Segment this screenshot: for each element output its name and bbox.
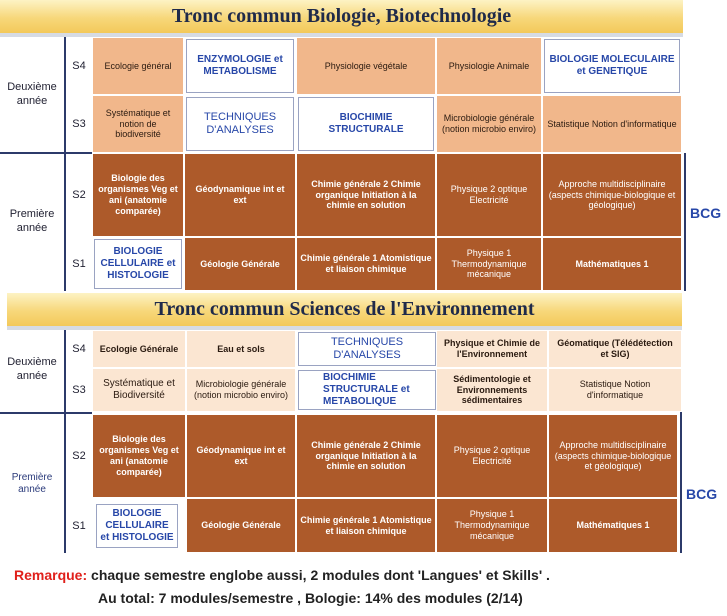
s1-s2-biologie-organismes: Biologie des organismes Veg et ani (anatomie comparée) (92, 153, 184, 237)
s2-s3-microbiologie: Microbiologie générale (notion microbio enviro) (186, 368, 296, 412)
s2-s2-chimie2: Chimie générale 2 Chimie organique Initiation à la chimie en solution (296, 414, 436, 498)
remark-text1: chaque semestre englobe aussi, 2 modules dont 'Langues' et Skills' . (87, 567, 550, 583)
s2-s4-geomatique: Géomatique (Télédétection et SIG) (548, 330, 682, 368)
s1-s2-approche: Approche multidisciplinaire (aspects chimique-biologique et géologique) (542, 153, 682, 237)
s1-s4-physio-vegetale: Physiologie végétale (296, 37, 436, 95)
s2-s1-geologie: Géologie Générale (186, 498, 296, 553)
s1-s1-mathematiques: Mathématiques 1 (542, 237, 682, 291)
section1-bcg-bracket (684, 153, 686, 291)
section1-sem-s4: S4 (72, 60, 86, 72)
section2-bcg-bracket (680, 412, 682, 553)
s1-s3-systematique: Systématique et notion de biodiversité (92, 95, 184, 153)
s1-s3-statistique: Statistique Notion d'informatique (542, 95, 682, 153)
section1-year1-label: Première année (9, 208, 55, 234)
remark-line2: Au total: 7 modules/semestre , Bologie: 14% des modules (2/14) (98, 590, 523, 606)
s2-s4-ecologie: Ecologie Générale (92, 330, 186, 368)
section2-year2-label: Deuxième année (7, 356, 57, 382)
s1-s4-enzymologie: ENZYMOLOGIE et METABOLISME (186, 39, 294, 93)
s1-s1-biologie-cellulaire: BIOLOGIE CELLULAIRE et HISTOLOGIE (94, 239, 182, 289)
s1-s3-techniques-label: TECHNIQUES D'ANALYSES (203, 110, 277, 136)
section2-sem-s3: S3 (72, 384, 86, 396)
s2-s3-statistique: Statistique Notion d'informatique (548, 368, 682, 412)
s2-s4-physique-chimie-env: Physique et Chimie de l'Environnement (436, 330, 548, 368)
s2-s1-mathematiques: Mathématiques 1 (548, 498, 678, 553)
section2-sem-s4: S4 (72, 343, 86, 355)
s1-s1-physique1: Physique 1 Thermodynamique mécanique (436, 237, 542, 291)
s2-s3-sedimentologie: Sédimentologie et Environnements sédimentaires (436, 368, 548, 412)
s1-s4-ecologie: Ecologie général (92, 37, 184, 95)
section2-title: Tronc commun Sciences de l'Environnement (7, 293, 682, 326)
section1-year2-label: Deuxième année (7, 81, 57, 107)
s2-s2-geodynamique: Géodynamique int et ext (186, 414, 296, 498)
s1-s2-geodynamique: Géodynamique int et ext (184, 153, 296, 237)
section2-sem-s2: S2 (72, 450, 86, 462)
section1-title: Tronc commun Biologie, Biotechnologie (0, 0, 683, 33)
s1-s4-physio-animale: Physiologie Animale (436, 37, 542, 95)
s2-s1-physique1: Physique 1 Thermodynamique mécanique (436, 498, 548, 553)
s2-s2-physique2: Physique 2 optique Electricité (436, 414, 548, 498)
section1-sem-s1: S1 (72, 258, 86, 270)
s2-s2-biologie-organismes: Biologie des organismes Veg et ani (anatomie comparée) (92, 414, 186, 498)
s1-s2-chimie2: Chimie générale 2 Chimie organique Initiation à la chimie en solution (296, 153, 436, 237)
section2-year1-label: Première année (11, 471, 53, 495)
s1-s3-biochimie: BIOCHIMIE STRUCTURALE (298, 97, 434, 151)
s2-s2-approche: Approche multidisciplinaire (aspects chimique-biologique et géologique) (548, 414, 678, 498)
remark-label: Remarque: (14, 567, 88, 583)
s2-s3-biochimie: BIOCHIMIE STRUCTURALE et METABOLIQUE (298, 370, 436, 410)
remark-line1 (14, 567, 550, 583)
section2-bcg-label: BCG (686, 486, 718, 502)
s2-s4-eau-sols: Eau et sols (186, 330, 296, 368)
s1-s1-chimie1: Chimie générale 1 Atomistique et liaison chimique (296, 237, 436, 291)
section1-sem-s2: S2 (72, 189, 86, 201)
s1-s3-techniques (186, 97, 294, 151)
s2-s3-systematique: Systématique et Biodiversité (92, 368, 186, 412)
s2-s1-biologie-cellulaire: BIOLOGIE CELLULAIRE et HISTOLOGIE (96, 504, 178, 548)
s1-s4-bio-moleculaire: BIOLOGIE MOLECULAIRE et GENETIQUE (544, 39, 680, 93)
section1-sem-s3: S3 (72, 118, 86, 130)
section2-sem-s1: S1 (72, 519, 86, 532)
s1-s1-geologie: Géologie Générale (184, 237, 296, 291)
section1-bcg-label: BCG (690, 205, 722, 221)
s2-s1-chimie1: Chimie générale 1 Atomistique et liaison chimique (296, 498, 436, 553)
s2-s4-techniques-label: TECHNIQUES D'ANALYSES (330, 335, 404, 361)
s2-s4-techniques (298, 332, 436, 366)
s1-s3-microbiologie: Microbiologie générale (notion microbio enviro) (436, 95, 542, 153)
s1-s2-physique2: Physique 2 optique Electricité (436, 153, 542, 237)
